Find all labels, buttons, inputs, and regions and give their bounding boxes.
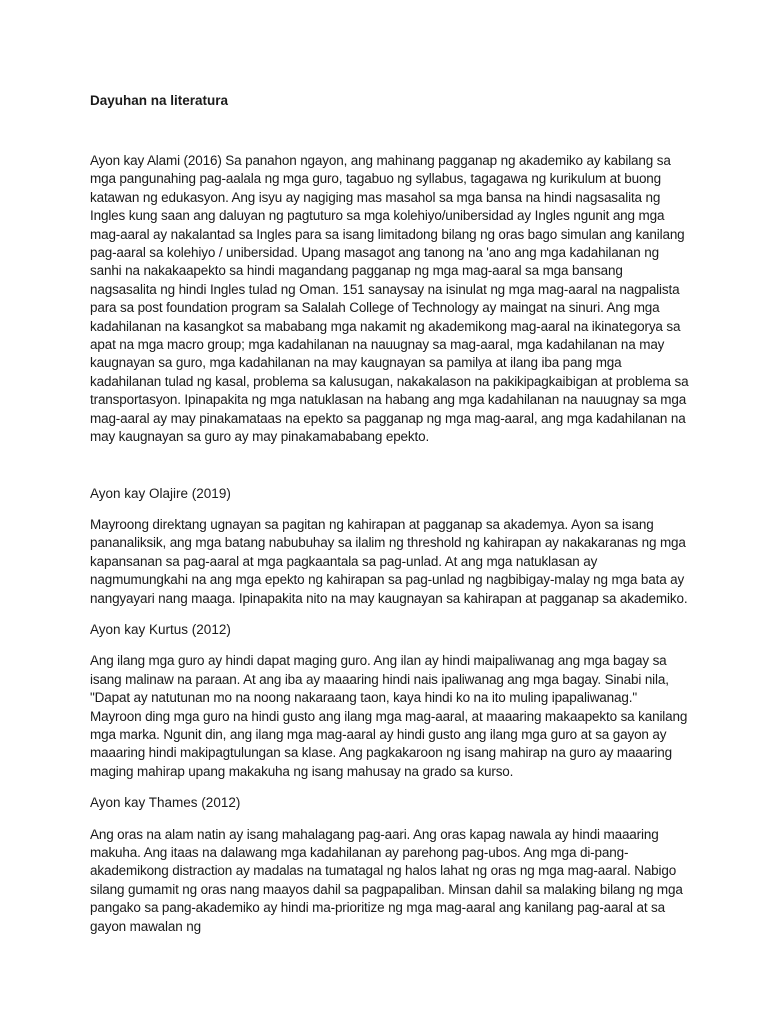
paragraph-kurtus: Ang ilang mga guro ay hindi dapat maging guro. Ang ilan ay hindi maipaliwanag ang mga bagay sa isang malinaw na paraan. At ang iba ay maaaring hindi nais ipaliwanag ang mga bagay. Sinabi nila, "Dapat ay natutunan mo na noong nakaraang taon, kaya hindi ko na ito muling ipapaliwanag." Mayroon ding mga guro na hindi gusto ang ilang mga mag-aaral, at maaaring makaapekto sa kanilang mga marka. Ngunit din, ang ilang mga mag-aaral ay hindi gusto ang ilang mga guro at sa gayon ay maaaring hindi makipagtulungan sa klase. Ang pagkakaroon ng isang mahirap na guro ay maaaring maging mahirap upang makakuha ng isang mahusay na grado sa kurso.: [90, 653, 688, 779]
section-spacer: [90, 813, 690, 826]
heading-thames: Ayon kay Thames (2012): [90, 795, 241, 811]
heading-kurtus: Ayon kay Kurtus (2012): [90, 621, 231, 637]
section-spacer: [90, 608, 690, 621]
paragraph-thames: Ang oras na alam natin ay isang mahalagang pag-aari. Ang oras kapag nawala ay hindi maaaring makuha. Ang itaas na dalawang mga kadahilanan ay parehong pag-ubos. Ang mga di-pang-akademikong distraction ay madalas na tumatagal ng halos lahat ng oras ng mga mag-aaral. Nabigo silang gumamit ng oras nang maayos dahil sa pagpapaliban. Minsan dahil sa malaking bilang ng mga pangako sa pang-akademiko ay hindi ma-prioritize ng mga mag-aaral ang kanilang pag-aaral at sa gayon mawalan ng: [90, 826, 683, 934]
document-page: [90, 90, 690, 936]
section-spacer: [90, 503, 690, 516]
section-spacer: [90, 781, 690, 794]
document-title: Dayuhan na literatura: [90, 93, 229, 108]
section-spacer: [90, 447, 690, 485]
section-spacer: [90, 639, 690, 652]
paragraph-alami: Ayon kay Alami (2016) Sa panahon ngayon, ang mahinang pagganap ng akademiko ay kabilang sa mga pangunahing pag-aalala ng mga guro, tagabuo ng syllabus, tagagawa ng kurikulum at buong katawan ng edukasyon. Ang isyu ay nagiging mas masahol sa mga bansa na hindi nagsasalita ng Ingles kung saan ang daluyan ng pagtuturo sa mga kolehiyo/unibersidad ay Ingles ngunit ang mga mag-aaral ay nakalantad sa Ingles para sa isang limitadong bilang ng oras bago simulan ang kanilang pag-aaral sa kolehiyo / unibersidad. Upang masagot ang tanong na 'ano ang mga kadahilanan ng sanhi na nakakaapekto sa hindi magandang pagganap ng mga mag-aaral sa mga bansang nagsasalita ng hindi Ingles tulad ng Oman. 151 sanaysay na isinulat ng mga mag-aaral na nagpalista para sa post foundation program sa Salalah College of Technology ay maingat na sinuri. Ang mga kadahilanan na kasangkot sa mababang mga nakamit ng akademikong mag-aaral na ikinategorya sa apat na mga macro group; mga kadahilanan na nauugnay sa mag-aaral, mga kadahilanan na may kaugnayan sa guro, mga kadahilanan na may kaugnayan sa pamilya at ilang iba pang mga kadahilanan tulad ng kasal, problema sa kalusugan, nakakalason na pakikipagkaibigan at problema sa transportasyon. Ipinapakita ng mga natuklasan na habang ang mga kadahilanan na nauugnay sa mga mag-aaral ay may pinakamataas na epekto sa pagganap ng mga mag-aaral, ang mga kadahilanan na may kaugnayan sa guro ay may pinakamababang epekto.: [90, 153, 689, 445]
paragraph-olajire: Mayroong direktang ugnayan sa pagitan ng kahirapan at pagganap sa akademya. Ayon sa isang pananaliksik, ang mga batang nabubuhay sa ilalim ng threshold ng kahirapan ay nakakaranas ng mga kapansanan sa pag-aaral at mga pagkaantala sa pag-unlad. At ang mga natuklasan ay nagmumungkahi na ang mga epekto ng kahirapan sa pag-unlad ng nagbibigay-malay ng mga bata ay nangyayari nang maaga. Ipinapakita nito na may kaugnayan sa kahirapan at pagganap sa akademiko.: [90, 516, 688, 606]
heading-olajire: Ayon kay Olajire (2019): [90, 485, 231, 501]
